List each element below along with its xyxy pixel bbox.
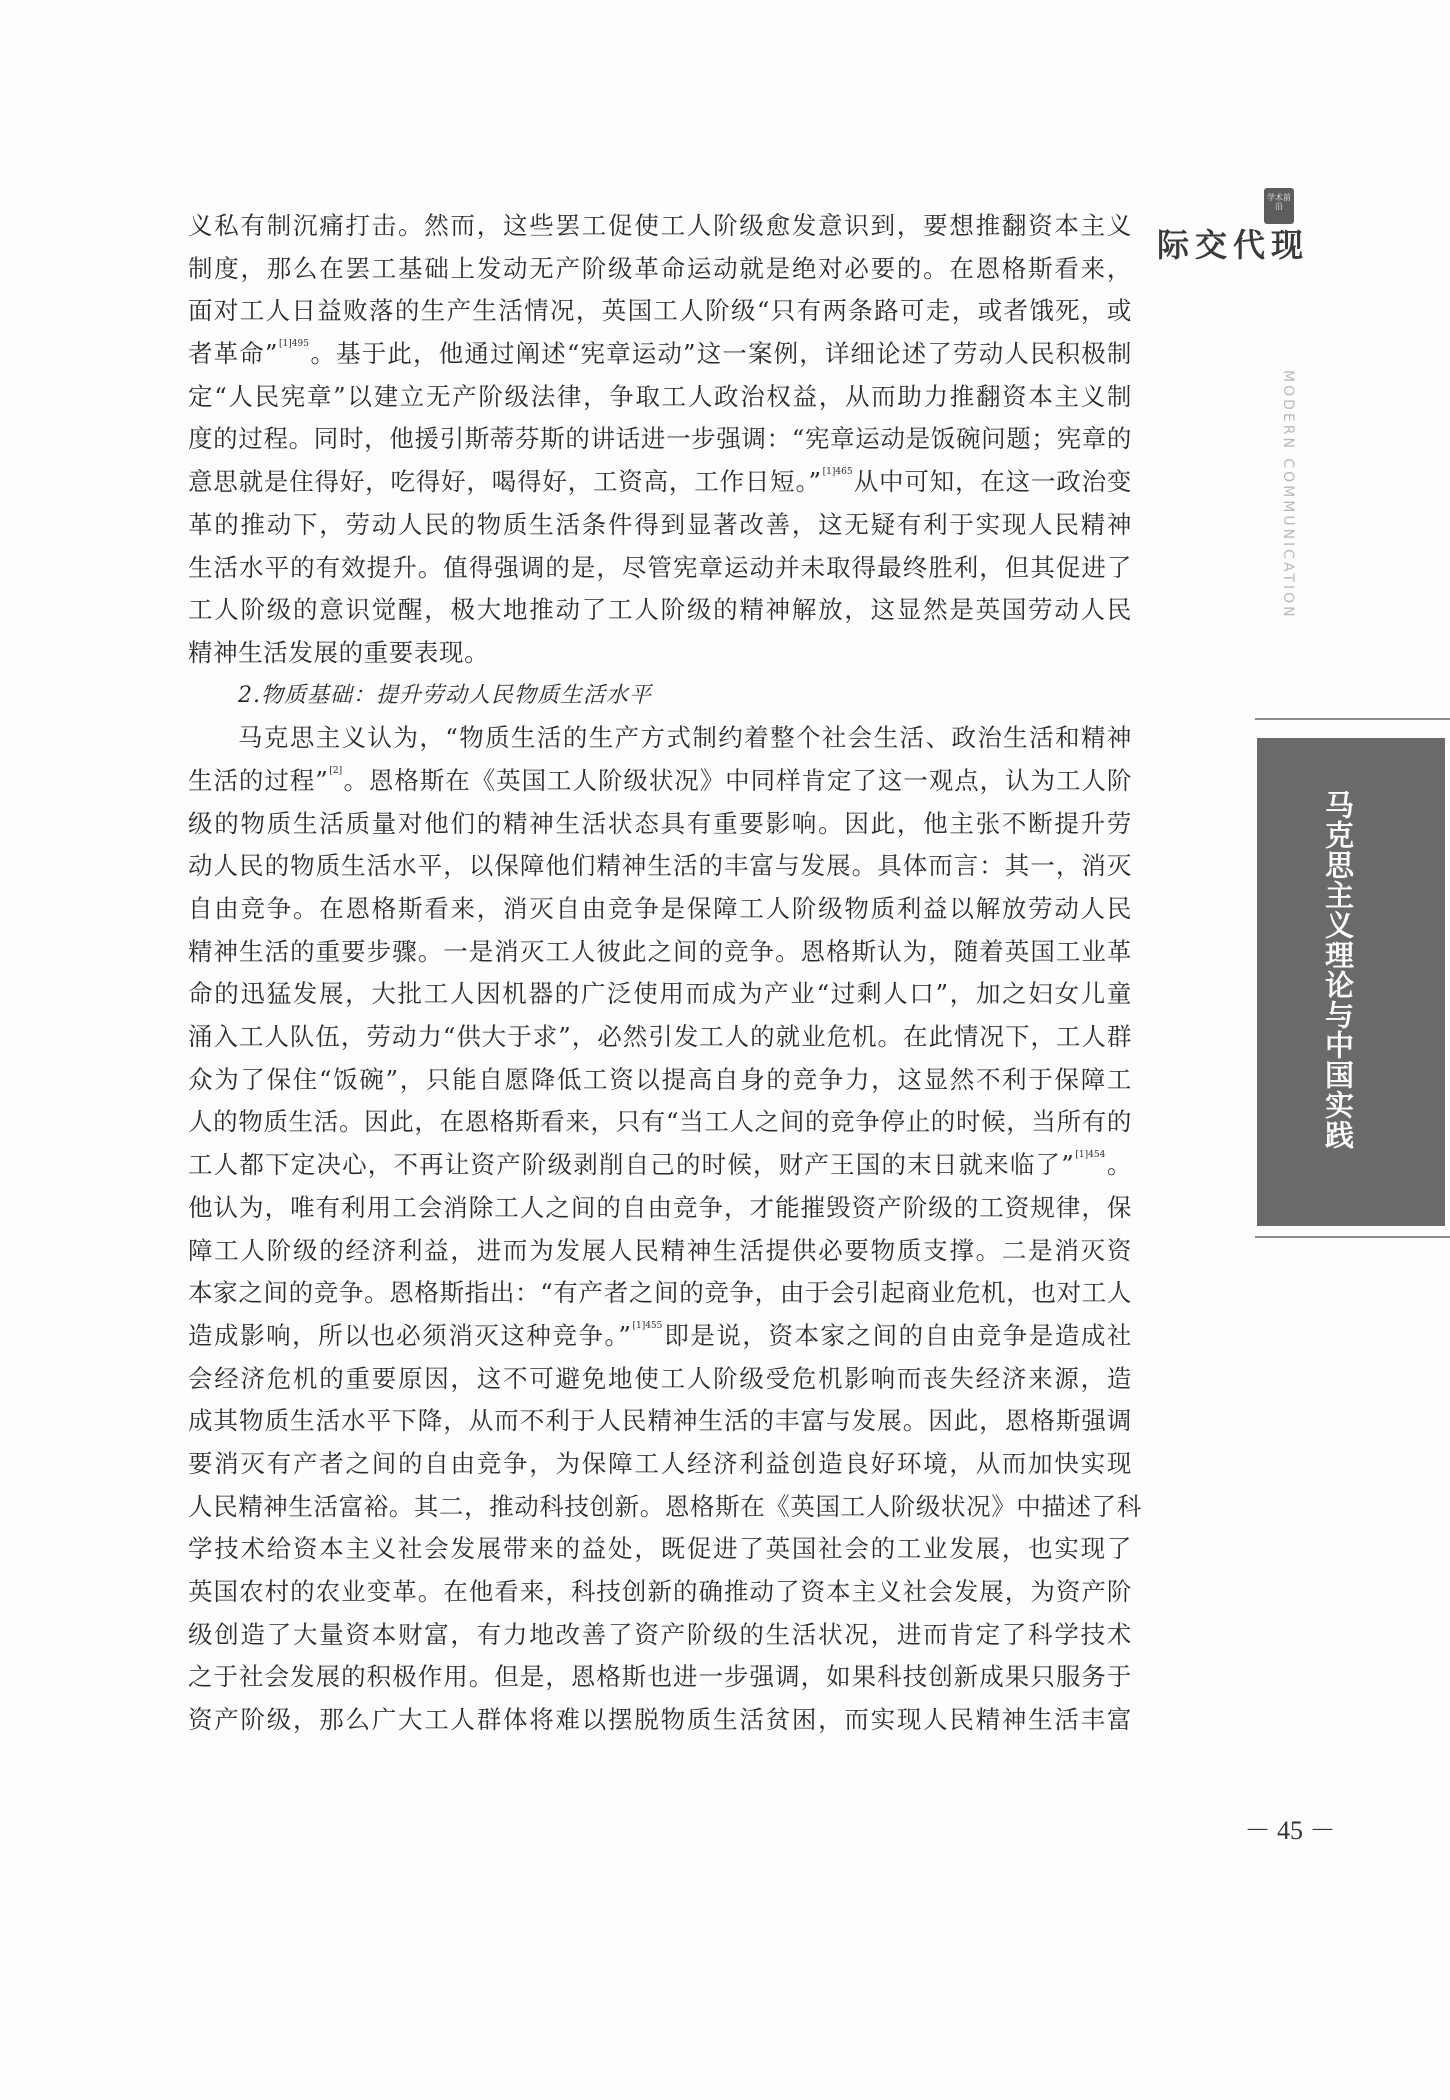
line-text: 学技术给资本主义社会发展带来的益处，既促进了英国社会的工业发展，也实现了 — [188, 1534, 1132, 1564]
body-line — [188, 1230, 1132, 1273]
line-text: 级的物质生活质量对他们的精神生活状态具有重要影响。因此，他主张不断提升劳 — [188, 808, 1132, 838]
journal-logo-icon: 学术前沿 — [1264, 188, 1294, 224]
line-text: 生活的过程” — [188, 765, 329, 795]
journal-name: 现代交际 — [1152, 228, 1304, 262]
body-line — [188, 1486, 1142, 1529]
body-line — [188, 1272, 1132, 1315]
body-line — [188, 1400, 1132, 1443]
line-text-after-citation: 。恩格斯在《英国工人阶级状况》中同样肯定了这一观点，认为工人阶 — [343, 765, 1132, 795]
line-text: 他认为，唯有利用工会消除工人之间的自由竞争，才能摧毁资产阶级的工资规律，保 — [188, 1192, 1132, 1222]
body-line — [188, 1699, 1132, 1742]
line-text-after-citation: 。基于此，他通过阐述“宪章运动”这一案例，详细论述了劳动人民积极制 — [309, 339, 1132, 369]
body-line — [188, 1656, 1132, 1699]
citation-marker: [1]454 — [1075, 1150, 1106, 1161]
body-line — [188, 1614, 1132, 1657]
line-text: 义私有制沉痛打击。然而，这些罢工促使工人阶级愈发意识到，要想推翻资本主义 — [188, 211, 1132, 240]
citation-marker: [2] — [329, 765, 343, 776]
line-text: 级创造了大量资本财富，有力地改善了资产阶级的生活状况，进而肯定了科学技术 — [188, 1619, 1132, 1649]
line-text: 生活水平的有效提升。值得强调的是，尽管宪章运动并未取得最终胜利，但其促进了 — [188, 552, 1132, 582]
line-text: 人民精神生活富裕。其二，推动科技创新。恩格斯在《英国工人阶级状况》中描述了科 — [188, 1491, 1142, 1521]
citation-marker: [1]495 — [279, 339, 309, 350]
body-line — [188, 1187, 1132, 1230]
line-text-after-citation: 从中可知，在这一政治变 — [853, 467, 1132, 497]
body-line — [188, 845, 1132, 888]
line-text: 资产阶级，那么广大工人群体将难以摆脱物质生活贫困，而实现人民精神生活丰富 — [188, 1705, 1132, 1735]
line-text: 会经济危机的重要原因，这不可避免地使工人阶级受危机影响而丧失经济来源，造 — [188, 1363, 1132, 1393]
line-text: 涌入工人队伍，劳动力“供大于求”，必然引发工人的就业危机。在此情况下，工人群 — [188, 1022, 1132, 1052]
line-text-after-citation: 即是说，资本家之间的自由竞争是造成社 — [663, 1320, 1132, 1350]
body-line — [188, 248, 1132, 291]
body-line — [188, 589, 1132, 632]
section-divider-bottom — [1255, 1236, 1450, 1238]
body-line — [188, 1016, 1132, 1059]
body-line — [188, 803, 1132, 846]
body-line — [188, 931, 1132, 974]
body-line — [188, 205, 1132, 248]
line-text: 英国农村的农业变革。在他看来，科技创新的确推动了资本主义社会发展，为资产阶 — [188, 1577, 1132, 1606]
line-text: 本家之间的竞争。恩格斯指出：“有产者之间的竞争，由于会引起商业危机，也对工人 — [188, 1278, 1132, 1308]
line-text: 度的过程。同时，他援引斯蒂芬斯的讲话进一步强调：“宪章运动是饭碗问题；宪章的 — [188, 424, 1132, 454]
body-line — [188, 290, 1132, 333]
line-text: 者革命” — [188, 339, 279, 369]
body-line — [188, 760, 1132, 803]
body-line — [188, 333, 1132, 376]
line-text: 制度，那么在罢工基础上发动无产阶级革命运动就是绝对必要的。在恩格斯看来， — [188, 253, 1132, 283]
body-line — [188, 1101, 1132, 1144]
body-line — [188, 973, 1132, 1016]
body-line — [188, 717, 1132, 760]
line-text: 要消灭有产者之间的自由竞争，为保障工人经济利益创造良好环境，从而加快实现 — [188, 1448, 1132, 1478]
body-line — [188, 1059, 1132, 1102]
journal-english-name: MODERN COMMUNICATION — [1280, 370, 1296, 620]
line-text: 动人民的物质生活水平，以保障他们精神生活的丰富与发展。具体而言：其一，消灭 — [188, 851, 1132, 881]
body-line — [188, 376, 1132, 419]
line-text: 众为了保住“饭碗”，只能自愿降低工资以提高自身的竞争力，这显然不利于保障工 — [188, 1064, 1132, 1094]
body-line — [188, 504, 1132, 547]
section-heading — [188, 675, 1132, 718]
line-text: 精神生活的重要步骤。一是消灭工人彼此之间的竞争。恩格斯认为，随着英国工业革 — [188, 936, 1132, 966]
line-text: 工人都下定决心，不再让资产阶级剥削自己的时候，财产王国的末日就来临了” — [188, 1150, 1075, 1180]
line-text: 自由竞争。在恩格斯看来，消灭自由竞争是保障工人阶级物质利益以解放劳动人民 — [188, 894, 1132, 923]
line-text: 命的迅猛发展，大批工人因机器的广泛使用而成为产业“过剩人口”，加之妇女儿童 — [188, 979, 1132, 1009]
line-text: 面对工人日益败落的生产生活情况，英国工人阶级“只有两条路可走，或者饿死，或 — [188, 296, 1132, 326]
citation-marker: [1]465 — [822, 467, 853, 478]
line-text: 意思就是住得好，吃得好，喝得好，工资高，工作日短。” — [188, 467, 822, 497]
page-number: － 45 － — [1244, 1816, 1336, 1845]
body-line — [188, 1528, 1132, 1571]
body-line — [188, 547, 1132, 590]
line-text: 马克思主义认为，“物质生活的生产方式制约着整个社会生活、政治生活和精神 — [238, 723, 1132, 753]
body-line — [188, 1315, 1132, 1358]
body-line — [188, 888, 1132, 931]
line-text-after-citation: 。 — [1106, 1150, 1132, 1180]
line-text: 障工人阶级的经济利益，进而为发展人民精神生活提供必要物质支撑。二是消灭资 — [188, 1235, 1132, 1265]
body-line — [188, 1571, 1132, 1614]
citation-marker: [1]455 — [632, 1320, 663, 1331]
body-line — [188, 1144, 1132, 1187]
line-text: 精神生活发展的重要表现。 — [188, 637, 490, 667]
article-body — [188, 205, 1142, 1742]
line-text: 人的物质生活。因此，在恩格斯看来，只有“当工人之间的竞争停止的时候，当所有的 — [188, 1107, 1132, 1137]
body-line — [188, 1443, 1132, 1486]
body-line — [188, 1358, 1132, 1401]
section-divider-top — [1255, 718, 1450, 720]
line-text: 2.物质基础：提升劳动人民物质生活水平 — [238, 682, 652, 708]
body-line — [188, 461, 1132, 504]
section-title: 马克思主义理论与中国实践 — [1321, 790, 1355, 1150]
line-text: 定“人民宪章”以建立无产阶级法律，争取工人政治权益，从而助力推翻资本主义制 — [188, 381, 1132, 411]
line-text: 工人阶级的意识觉醒，极大地推动了工人阶级的精神解放，这显然是英国劳动人民 — [188, 595, 1132, 625]
line-text: 成其物质生活水平下降，从而不利于人民精神生活的丰富与发展。因此，恩格斯强调 — [188, 1406, 1132, 1436]
line-text: 之于社会发展的积极作用。但是，恩格斯也进一步强调，如果科技创新成果只服务于 — [188, 1662, 1132, 1692]
line-text: 革的推动下，劳动人民的物质生活条件得到显著改善，这无疑有利于实现人民精神 — [188, 509, 1132, 539]
line-text: 造成影响，所以也必须消灭这种竞争。” — [188, 1320, 632, 1350]
body-line — [188, 632, 1132, 675]
body-line — [188, 418, 1132, 461]
